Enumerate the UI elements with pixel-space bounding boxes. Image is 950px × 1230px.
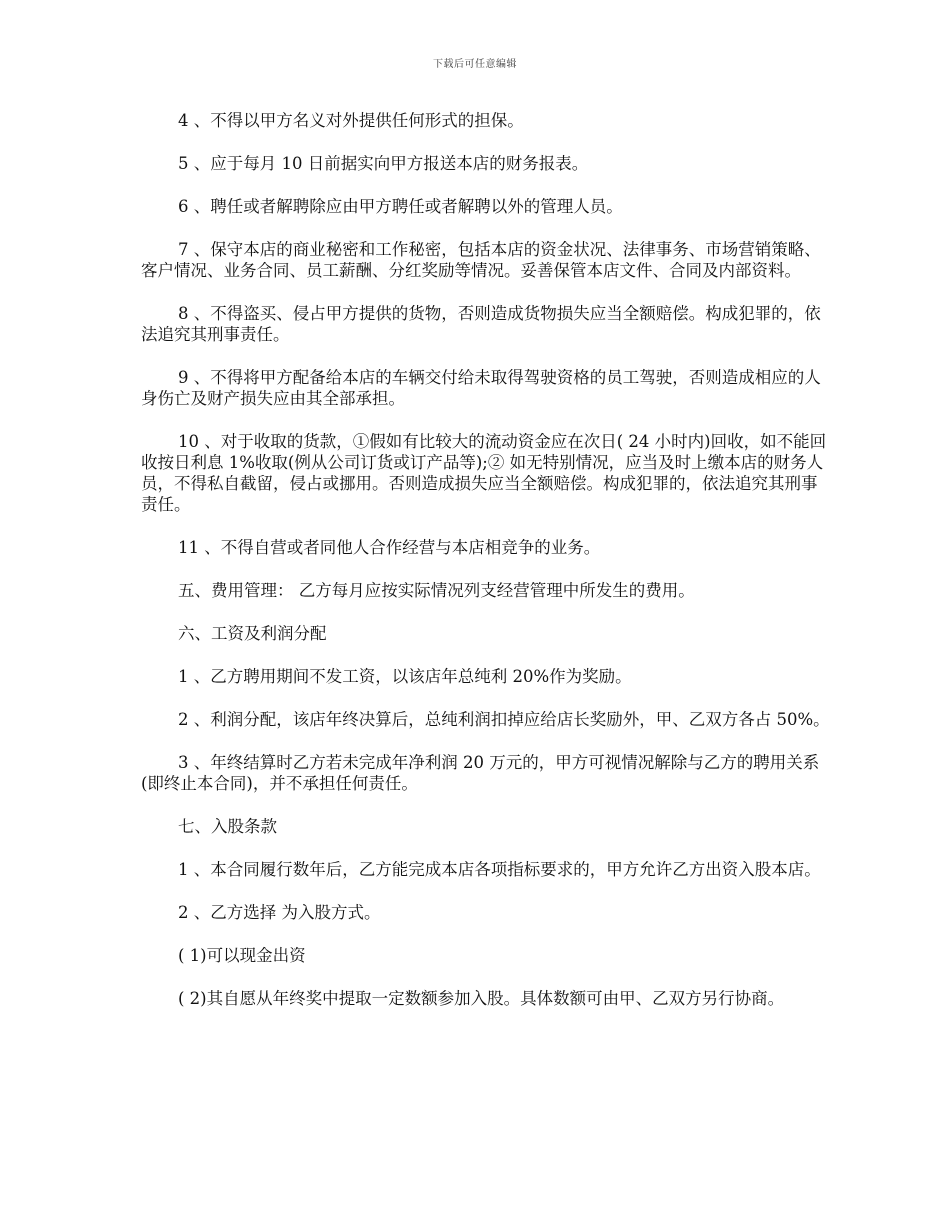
header-note: 下载后可任意编辑	[433, 59, 517, 70]
section-expense-management: 五、费用管理： 乙方每月应按实际情况列支经营管理中所发生的费用。	[178, 581, 695, 600]
clause-5: 5 、应于每月 10 日前据实向甲方报送本店的财务报表。	[178, 154, 589, 173]
document-body	[141, 110, 831, 1031]
clause-10: 10 、对于收取的货款，①假如有比较大的流动资金应在次日( 24 小时内)回收，如不能回收按日利息 1%收取(例从公司订货或订产品等);② 如无特别情况，应当及时上缴本店的财务人员，不得私自截留，侵占或挪用。否则造成损失应当全额赔偿。构成犯罪的，依法追究其刑事责任。	[141, 432, 827, 514]
equity-option-1: ( 1)可以现金出资	[178, 946, 306, 965]
clause-11: 11 、不得自营或者同他人合作经营与本店相竞争的业务。	[178, 538, 601, 557]
equity-option-2: ( 2)其自愿从年终奖中提取一定数额参加入股。具体数额可由甲、乙双方另行协商。	[178, 989, 785, 1008]
salary-clause-2: 2 、利润分配，该店年终决算后，总纯利润扣掉应给店长奖励外，甲、乙双方各占 50%。	[178, 710, 830, 729]
equity-clause-1: 1 、本合同履行数年后，乙方能完成本店各项指标要求的，甲方允许乙方出资入股本店。	[178, 860, 821, 879]
salary-clause-3: 3 、年终结算时乙方若未完成年净利润 20 万元的，甲方可视情况解除与乙方的聘用关系(即终止本合同)，并不承担任何责任。	[141, 753, 820, 793]
section-heading-salary-profit: 六、工资及利润分配	[178, 624, 327, 643]
clause-7: 7 、保守本店的商业秘密和工作秘密，包括本店的资金状况、法律事务、市场营销策略、客户情况、业务合同、员工薪酬、分红奖励等情况。妥善保管本店文件、合同及内部资料。	[141, 240, 821, 280]
clause-6: 6 、聘任或者解聘除应由甲方聘任或者解聘以外的管理人员。	[178, 197, 623, 216]
equity-clause-2: 2 、乙方选择 为入股方式。	[178, 903, 381, 922]
salary-clause-1: 1 、乙方聘用期间不发工资，以该店年总纯利 20%作为奖励。	[178, 667, 632, 686]
section-heading-equity: 七、入股条款	[178, 817, 277, 836]
clause-4: 4 、不得以甲方名义对外提供任何形式的担保。	[178, 111, 524, 130]
clause-9: 9 、不得将甲方配备给本店的车辆交付给未取得驾驶资格的员工驾驶，否则造成相应的人身伤亡及财产损失应由其全部承担。	[141, 368, 821, 408]
clause-8: 8 、不得盗买、侵占甲方提供的货物，否则造成货物损失应当全额赔偿。构成犯罪的，依法追究其刑事责任。	[141, 304, 821, 344]
